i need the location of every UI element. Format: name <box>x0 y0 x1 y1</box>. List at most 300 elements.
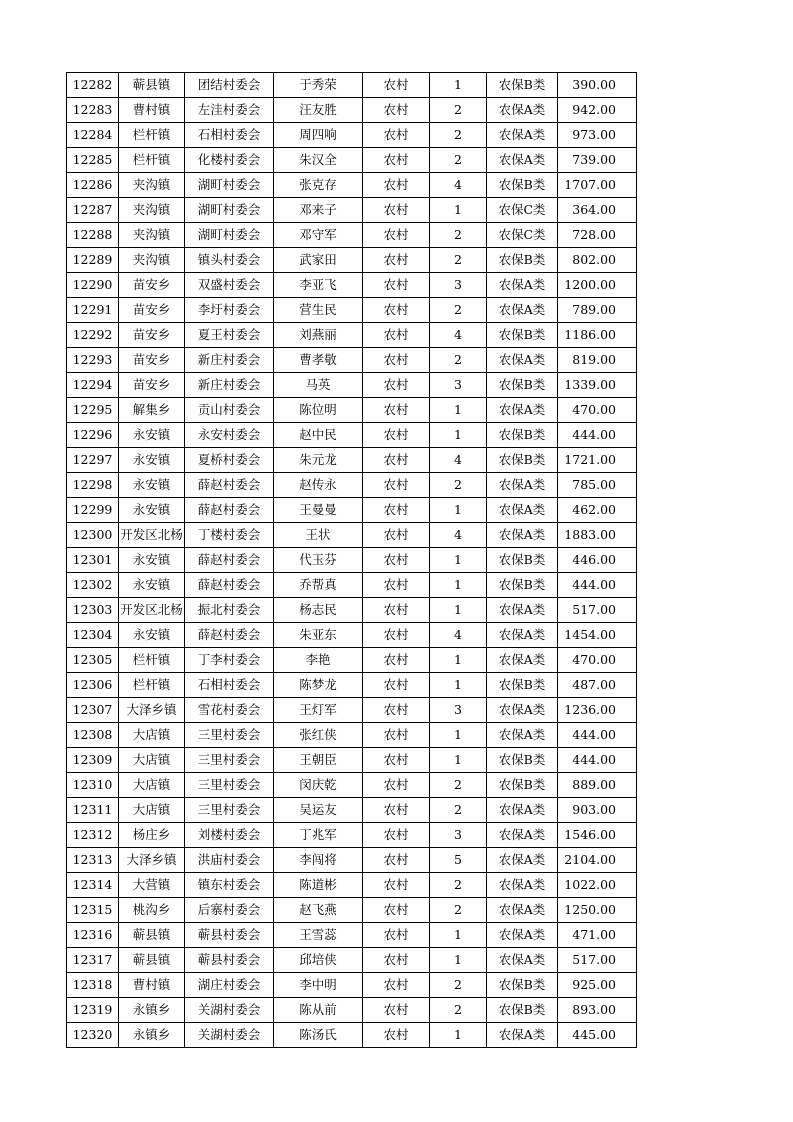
area-type-cell: 农村 <box>363 248 430 273</box>
table-row <box>67 948 637 973</box>
town-cell: 蕲县镇 <box>119 923 185 948</box>
record-id-cell: 12308 <box>67 723 119 748</box>
household-count-cell: 3 <box>430 698 487 723</box>
area-type-cell: 农村 <box>363 823 430 848</box>
village-committee-cell: 贡山村委会 <box>185 398 274 423</box>
record-id-cell: 12310 <box>67 773 119 798</box>
category-cell: 农保A类 <box>487 823 558 848</box>
amount-cell: 925.00 <box>558 973 637 998</box>
town-cell: 苗安乡 <box>119 323 185 348</box>
table-row <box>67 998 637 1023</box>
amount-cell: 889.00 <box>558 773 637 798</box>
village-committee-cell: 湖町村委会 <box>185 198 274 223</box>
village-committee-cell: 新庄村委会 <box>185 348 274 373</box>
town-cell: 大店镇 <box>119 798 185 823</box>
category-cell: 农保B类 <box>487 548 558 573</box>
village-committee-cell: 湖町村委会 <box>185 173 274 198</box>
category-cell: 农保A类 <box>487 123 558 148</box>
household-count-cell: 1 <box>430 1023 487 1048</box>
household-count-cell: 1 <box>430 73 487 98</box>
name-cell: 杨志民 <box>274 598 363 623</box>
name-cell: 陈位明 <box>274 398 363 423</box>
area-type-cell: 农村 <box>363 348 430 373</box>
village-committee-cell: 薛赵村委会 <box>185 473 274 498</box>
record-id-cell: 12289 <box>67 248 119 273</box>
amount-cell: 517.00 <box>558 948 637 973</box>
table-row <box>67 148 637 173</box>
area-type-cell: 农村 <box>363 873 430 898</box>
record-id-cell: 12290 <box>67 273 119 298</box>
name-cell: 李中明 <box>274 973 363 998</box>
record-id-cell: 12286 <box>67 173 119 198</box>
area-type-cell: 农村 <box>363 1023 430 1048</box>
village-committee-cell: 双盛村委会 <box>185 273 274 298</box>
area-type-cell: 农村 <box>363 623 430 648</box>
household-count-cell: 1 <box>430 198 487 223</box>
name-cell: 汪友胜 <box>274 98 363 123</box>
category-cell: 农保B类 <box>487 248 558 273</box>
record-id-cell: 12318 <box>67 973 119 998</box>
name-cell: 陈梦龙 <box>274 673 363 698</box>
record-id-cell: 12320 <box>67 1023 119 1048</box>
household-count-cell: 1 <box>430 498 487 523</box>
household-count-cell: 2 <box>430 873 487 898</box>
village-committee-cell: 关湖村委会 <box>185 1023 274 1048</box>
record-id-cell: 12293 <box>67 348 119 373</box>
name-cell: 王雪蕊 <box>274 923 363 948</box>
record-id-cell: 12296 <box>67 423 119 448</box>
table-row <box>67 798 637 823</box>
village-committee-cell: 石相村委会 <box>185 673 274 698</box>
amount-cell: 517.00 <box>558 598 637 623</box>
town-cell: 永安镇 <box>119 473 185 498</box>
name-cell: 武家田 <box>274 248 363 273</box>
record-id-cell: 12283 <box>67 98 119 123</box>
area-type-cell: 农村 <box>363 523 430 548</box>
amount-cell: 942.00 <box>558 98 637 123</box>
household-count-cell: 1 <box>430 548 487 573</box>
name-cell: 代玉芬 <box>274 548 363 573</box>
category-cell: 农保A类 <box>487 523 558 548</box>
village-committee-cell: 夏桥村委会 <box>185 448 274 473</box>
amount-cell: 470.00 <box>558 398 637 423</box>
record-id-cell: 12307 <box>67 698 119 723</box>
name-cell: 刘燕丽 <box>274 323 363 348</box>
table-row <box>67 123 637 148</box>
household-count-cell: 2 <box>430 148 487 173</box>
record-id-cell: 12302 <box>67 573 119 598</box>
area-type-cell: 农村 <box>363 223 430 248</box>
household-count-cell: 2 <box>430 898 487 923</box>
name-cell: 王曼曼 <box>274 498 363 523</box>
name-cell: 王朝臣 <box>274 748 363 773</box>
table-row <box>67 423 637 448</box>
record-id-cell: 12312 <box>67 823 119 848</box>
amount-cell: 1883.00 <box>558 523 637 548</box>
table-row <box>67 473 637 498</box>
village-committee-cell: 薛赵村委会 <box>185 573 274 598</box>
record-id-cell: 12297 <box>67 448 119 473</box>
category-cell: 农保A类 <box>487 273 558 298</box>
household-count-cell: 3 <box>430 823 487 848</box>
town-cell: 栏杆镇 <box>119 673 185 698</box>
household-count-cell: 2 <box>430 973 487 998</box>
household-count-cell: 2 <box>430 223 487 248</box>
area-type-cell: 农村 <box>363 948 430 973</box>
area-type-cell: 农村 <box>363 648 430 673</box>
area-type-cell: 农村 <box>363 573 430 598</box>
category-cell: 农保B类 <box>487 373 558 398</box>
category-cell: 农保A类 <box>487 1023 558 1048</box>
amount-cell: 487.00 <box>558 673 637 698</box>
category-cell: 农保A类 <box>487 498 558 523</box>
area-type-cell: 农村 <box>363 748 430 773</box>
name-cell: 朱汉全 <box>274 148 363 173</box>
record-id-cell: 12301 <box>67 548 119 573</box>
amount-cell: 445.00 <box>558 1023 637 1048</box>
table-row <box>67 898 637 923</box>
category-cell: 农保A类 <box>487 648 558 673</box>
town-cell: 永镇乡 <box>119 998 185 1023</box>
village-committee-cell: 左洼村委会 <box>185 98 274 123</box>
table-row <box>67 973 637 998</box>
town-cell: 夹沟镇 <box>119 198 185 223</box>
town-cell: 开发区北杨 <box>119 523 185 548</box>
amount-cell: 802.00 <box>558 248 637 273</box>
record-id-cell: 12317 <box>67 948 119 973</box>
town-cell: 曹村镇 <box>119 98 185 123</box>
table-row <box>67 173 637 198</box>
town-cell: 栏杆镇 <box>119 148 185 173</box>
village-committee-cell: 丁楼村委会 <box>185 523 274 548</box>
table-row <box>67 223 637 248</box>
amount-cell: 390.00 <box>558 73 637 98</box>
household-count-cell: 2 <box>430 348 487 373</box>
town-cell: 大店镇 <box>119 723 185 748</box>
area-type-cell: 农村 <box>363 998 430 1023</box>
name-cell: 李艳 <box>274 648 363 673</box>
category-cell: 农保A类 <box>487 698 558 723</box>
amount-cell: 903.00 <box>558 798 637 823</box>
amount-cell: 1236.00 <box>558 698 637 723</box>
town-cell: 栏杆镇 <box>119 648 185 673</box>
record-id-cell: 12295 <box>67 398 119 423</box>
area-type-cell: 农村 <box>363 673 430 698</box>
area-type-cell: 农村 <box>363 298 430 323</box>
household-count-cell: 1 <box>430 598 487 623</box>
household-count-cell: 1 <box>430 923 487 948</box>
town-cell: 永安镇 <box>119 573 185 598</box>
area-type-cell: 农村 <box>363 898 430 923</box>
table-row <box>67 398 637 423</box>
town-cell: 曹村镇 <box>119 973 185 998</box>
town-cell: 苗安乡 <box>119 273 185 298</box>
household-count-cell: 2 <box>430 248 487 273</box>
village-committee-cell: 团结村委会 <box>185 73 274 98</box>
area-type-cell: 农村 <box>363 198 430 223</box>
record-id-cell: 12298 <box>67 473 119 498</box>
record-id-cell: 12314 <box>67 873 119 898</box>
area-type-cell: 农村 <box>363 548 430 573</box>
name-cell: 张克存 <box>274 173 363 198</box>
category-cell: 农保B类 <box>487 323 558 348</box>
village-committee-cell: 薛赵村委会 <box>185 623 274 648</box>
town-cell: 解集乡 <box>119 398 185 423</box>
household-count-cell: 4 <box>430 623 487 648</box>
village-committee-cell: 三里村委会 <box>185 798 274 823</box>
category-cell: 农保A类 <box>487 148 558 173</box>
record-id-cell: 12291 <box>67 298 119 323</box>
area-type-cell: 农村 <box>363 973 430 998</box>
amount-cell: 471.00 <box>558 923 637 948</box>
category-cell: 农保B类 <box>487 973 558 998</box>
household-count-cell: 2 <box>430 773 487 798</box>
record-id-cell: 12305 <box>67 648 119 673</box>
town-cell: 大泽乡镇 <box>119 698 185 723</box>
table-row <box>67 1023 637 1048</box>
category-cell: 农保A类 <box>487 348 558 373</box>
record-id-cell: 12315 <box>67 898 119 923</box>
table-row <box>67 373 637 398</box>
area-type-cell: 农村 <box>363 923 430 948</box>
area-type-cell: 农村 <box>363 398 430 423</box>
household-count-cell: 1 <box>430 748 487 773</box>
household-count-cell: 1 <box>430 398 487 423</box>
town-cell: 苗安乡 <box>119 298 185 323</box>
area-type-cell: 农村 <box>363 173 430 198</box>
household-count-cell: 4 <box>430 523 487 548</box>
table-row <box>67 848 637 873</box>
area-type-cell: 农村 <box>363 448 430 473</box>
record-id-cell: 12316 <box>67 923 119 948</box>
category-cell: 农保A类 <box>487 848 558 873</box>
village-committee-cell: 湖庄村委会 <box>185 973 274 998</box>
area-type-cell: 农村 <box>363 848 430 873</box>
area-type-cell: 农村 <box>363 123 430 148</box>
amount-cell: 1546.00 <box>558 823 637 848</box>
name-cell: 陈道彬 <box>274 873 363 898</box>
household-count-cell: 2 <box>430 473 487 498</box>
table-row <box>67 698 637 723</box>
record-id-cell: 12300 <box>67 523 119 548</box>
area-type-cell: 农村 <box>363 598 430 623</box>
name-cell: 吴运友 <box>274 798 363 823</box>
name-cell: 马英 <box>274 373 363 398</box>
category-cell: 农保B类 <box>487 748 558 773</box>
area-type-cell: 农村 <box>363 73 430 98</box>
record-id-cell: 12285 <box>67 148 119 173</box>
town-cell: 永安镇 <box>119 623 185 648</box>
table-row <box>67 623 637 648</box>
record-id-cell: 12303 <box>67 598 119 623</box>
table-row <box>67 348 637 373</box>
area-type-cell: 农村 <box>363 498 430 523</box>
record-id-cell: 12313 <box>67 848 119 873</box>
table-row <box>67 873 637 898</box>
village-committee-cell: 薛赵村委会 <box>185 498 274 523</box>
village-committee-cell: 三里村委会 <box>185 748 274 773</box>
table-row <box>67 573 637 598</box>
town-cell: 夹沟镇 <box>119 223 185 248</box>
amount-cell: 444.00 <box>558 723 637 748</box>
village-committee-cell: 蕲县村委会 <box>185 948 274 973</box>
category-cell: 农保B类 <box>487 73 558 98</box>
record-id-cell: 12319 <box>67 998 119 1023</box>
town-cell: 苗安乡 <box>119 348 185 373</box>
village-committee-cell: 薛赵村委会 <box>185 548 274 573</box>
amount-cell: 444.00 <box>558 573 637 598</box>
name-cell: 丁兆军 <box>274 823 363 848</box>
amount-cell: 364.00 <box>558 198 637 223</box>
household-count-cell: 2 <box>430 298 487 323</box>
table-body <box>67 73 637 1048</box>
amount-cell: 444.00 <box>558 748 637 773</box>
table-row <box>67 498 637 523</box>
village-committee-cell: 丁李村委会 <box>185 648 274 673</box>
area-type-cell: 农村 <box>363 373 430 398</box>
category-cell: 农保B类 <box>487 998 558 1023</box>
category-cell: 农保B类 <box>487 448 558 473</box>
amount-cell: 893.00 <box>558 998 637 1023</box>
town-cell: 大营镇 <box>119 873 185 898</box>
name-cell: 王状 <box>274 523 363 548</box>
amount-cell: 1250.00 <box>558 898 637 923</box>
category-cell: 农保B类 <box>487 173 558 198</box>
table-row <box>67 448 637 473</box>
table-row <box>67 723 637 748</box>
amount-cell: 1022.00 <box>558 873 637 898</box>
town-cell: 永镇乡 <box>119 1023 185 1048</box>
record-id-cell: 12288 <box>67 223 119 248</box>
town-cell: 夹沟镇 <box>119 248 185 273</box>
area-type-cell: 农村 <box>363 773 430 798</box>
area-type-cell: 农村 <box>363 698 430 723</box>
table-row <box>67 748 637 773</box>
area-type-cell: 农村 <box>363 723 430 748</box>
area-type-cell: 农村 <box>363 423 430 448</box>
name-cell: 邱培侠 <box>274 948 363 973</box>
category-cell: 农保A类 <box>487 948 558 973</box>
village-committee-cell: 镇东村委会 <box>185 873 274 898</box>
name-cell: 于秀荣 <box>274 73 363 98</box>
name-cell: 朱元龙 <box>274 448 363 473</box>
category-cell: 农保A类 <box>487 473 558 498</box>
category-cell: 农保C类 <box>487 198 558 223</box>
category-cell: 农保A类 <box>487 873 558 898</box>
record-id-cell: 12294 <box>67 373 119 398</box>
town-cell: 大店镇 <box>119 773 185 798</box>
name-cell: 赵传永 <box>274 473 363 498</box>
table-row <box>67 523 637 548</box>
category-cell: 农保A类 <box>487 723 558 748</box>
village-committee-cell: 三里村委会 <box>185 773 274 798</box>
household-count-cell: 2 <box>430 798 487 823</box>
household-count-cell: 2 <box>430 98 487 123</box>
household-count-cell: 2 <box>430 123 487 148</box>
town-cell: 大泽乡镇 <box>119 848 185 873</box>
amount-cell: 444.00 <box>558 423 637 448</box>
category-cell: 农保A类 <box>487 98 558 123</box>
name-cell: 曹孝敬 <box>274 348 363 373</box>
village-committee-cell: 李圩村委会 <box>185 298 274 323</box>
category-cell: 农保A类 <box>487 923 558 948</box>
table-row <box>67 773 637 798</box>
category-cell: 农保B类 <box>487 423 558 448</box>
category-cell: 农保C类 <box>487 223 558 248</box>
table-row <box>67 298 637 323</box>
amount-cell: 1200.00 <box>558 273 637 298</box>
amount-cell: 728.00 <box>558 223 637 248</box>
household-count-cell: 4 <box>430 448 487 473</box>
name-cell: 闵庆乾 <box>274 773 363 798</box>
amount-cell: 2104.00 <box>558 848 637 873</box>
amount-cell: 789.00 <box>558 298 637 323</box>
record-id-cell: 12309 <box>67 748 119 773</box>
category-cell: 农保A类 <box>487 898 558 923</box>
name-cell: 乔帮真 <box>274 573 363 598</box>
name-cell: 李闯将 <box>274 848 363 873</box>
amount-cell: 785.00 <box>558 473 637 498</box>
name-cell: 陈从前 <box>274 998 363 1023</box>
table-row <box>67 648 637 673</box>
category-cell: 农保A类 <box>487 398 558 423</box>
village-committee-cell: 永安村委会 <box>185 423 274 448</box>
amount-cell: 1339.00 <box>558 373 637 398</box>
record-id-cell: 12306 <box>67 673 119 698</box>
record-id-cell: 12292 <box>67 323 119 348</box>
town-cell: 永安镇 <box>119 498 185 523</box>
town-cell: 蕲县镇 <box>119 948 185 973</box>
category-cell: 农保A类 <box>487 598 558 623</box>
village-committee-cell: 湖町村委会 <box>185 223 274 248</box>
name-cell: 邓来子 <box>274 198 363 223</box>
village-committee-cell: 新庄村委会 <box>185 373 274 398</box>
village-committee-cell: 雪花村委会 <box>185 698 274 723</box>
amount-cell: 1721.00 <box>558 448 637 473</box>
town-cell: 栏杆镇 <box>119 123 185 148</box>
record-id-cell: 12287 <box>67 198 119 223</box>
table-row <box>67 323 637 348</box>
name-cell: 王灯军 <box>274 698 363 723</box>
town-cell: 杨庄乡 <box>119 823 185 848</box>
table-row <box>67 273 637 298</box>
name-cell: 陈汤氏 <box>274 1023 363 1048</box>
category-cell: 农保A类 <box>487 298 558 323</box>
table-row <box>67 673 637 698</box>
household-count-cell: 1 <box>430 573 487 598</box>
village-committee-cell: 石相村委会 <box>185 123 274 148</box>
table-row <box>67 598 637 623</box>
name-cell: 李亚飞 <box>274 273 363 298</box>
village-committee-cell: 镇头村委会 <box>185 248 274 273</box>
household-count-cell: 3 <box>430 373 487 398</box>
table-row <box>67 548 637 573</box>
area-type-cell: 农村 <box>363 273 430 298</box>
record-id-cell: 12299 <box>67 498 119 523</box>
table-row <box>67 823 637 848</box>
amount-cell: 739.00 <box>558 148 637 173</box>
name-cell: 营生民 <box>274 298 363 323</box>
records-table <box>66 72 637 1048</box>
amount-cell: 1454.00 <box>558 623 637 648</box>
name-cell: 赵中民 <box>274 423 363 448</box>
town-cell: 夹沟镇 <box>119 173 185 198</box>
name-cell: 周四响 <box>274 123 363 148</box>
amount-cell: 973.00 <box>558 123 637 148</box>
town-cell: 永安镇 <box>119 448 185 473</box>
name-cell: 朱亚东 <box>274 623 363 648</box>
table-row <box>67 98 637 123</box>
